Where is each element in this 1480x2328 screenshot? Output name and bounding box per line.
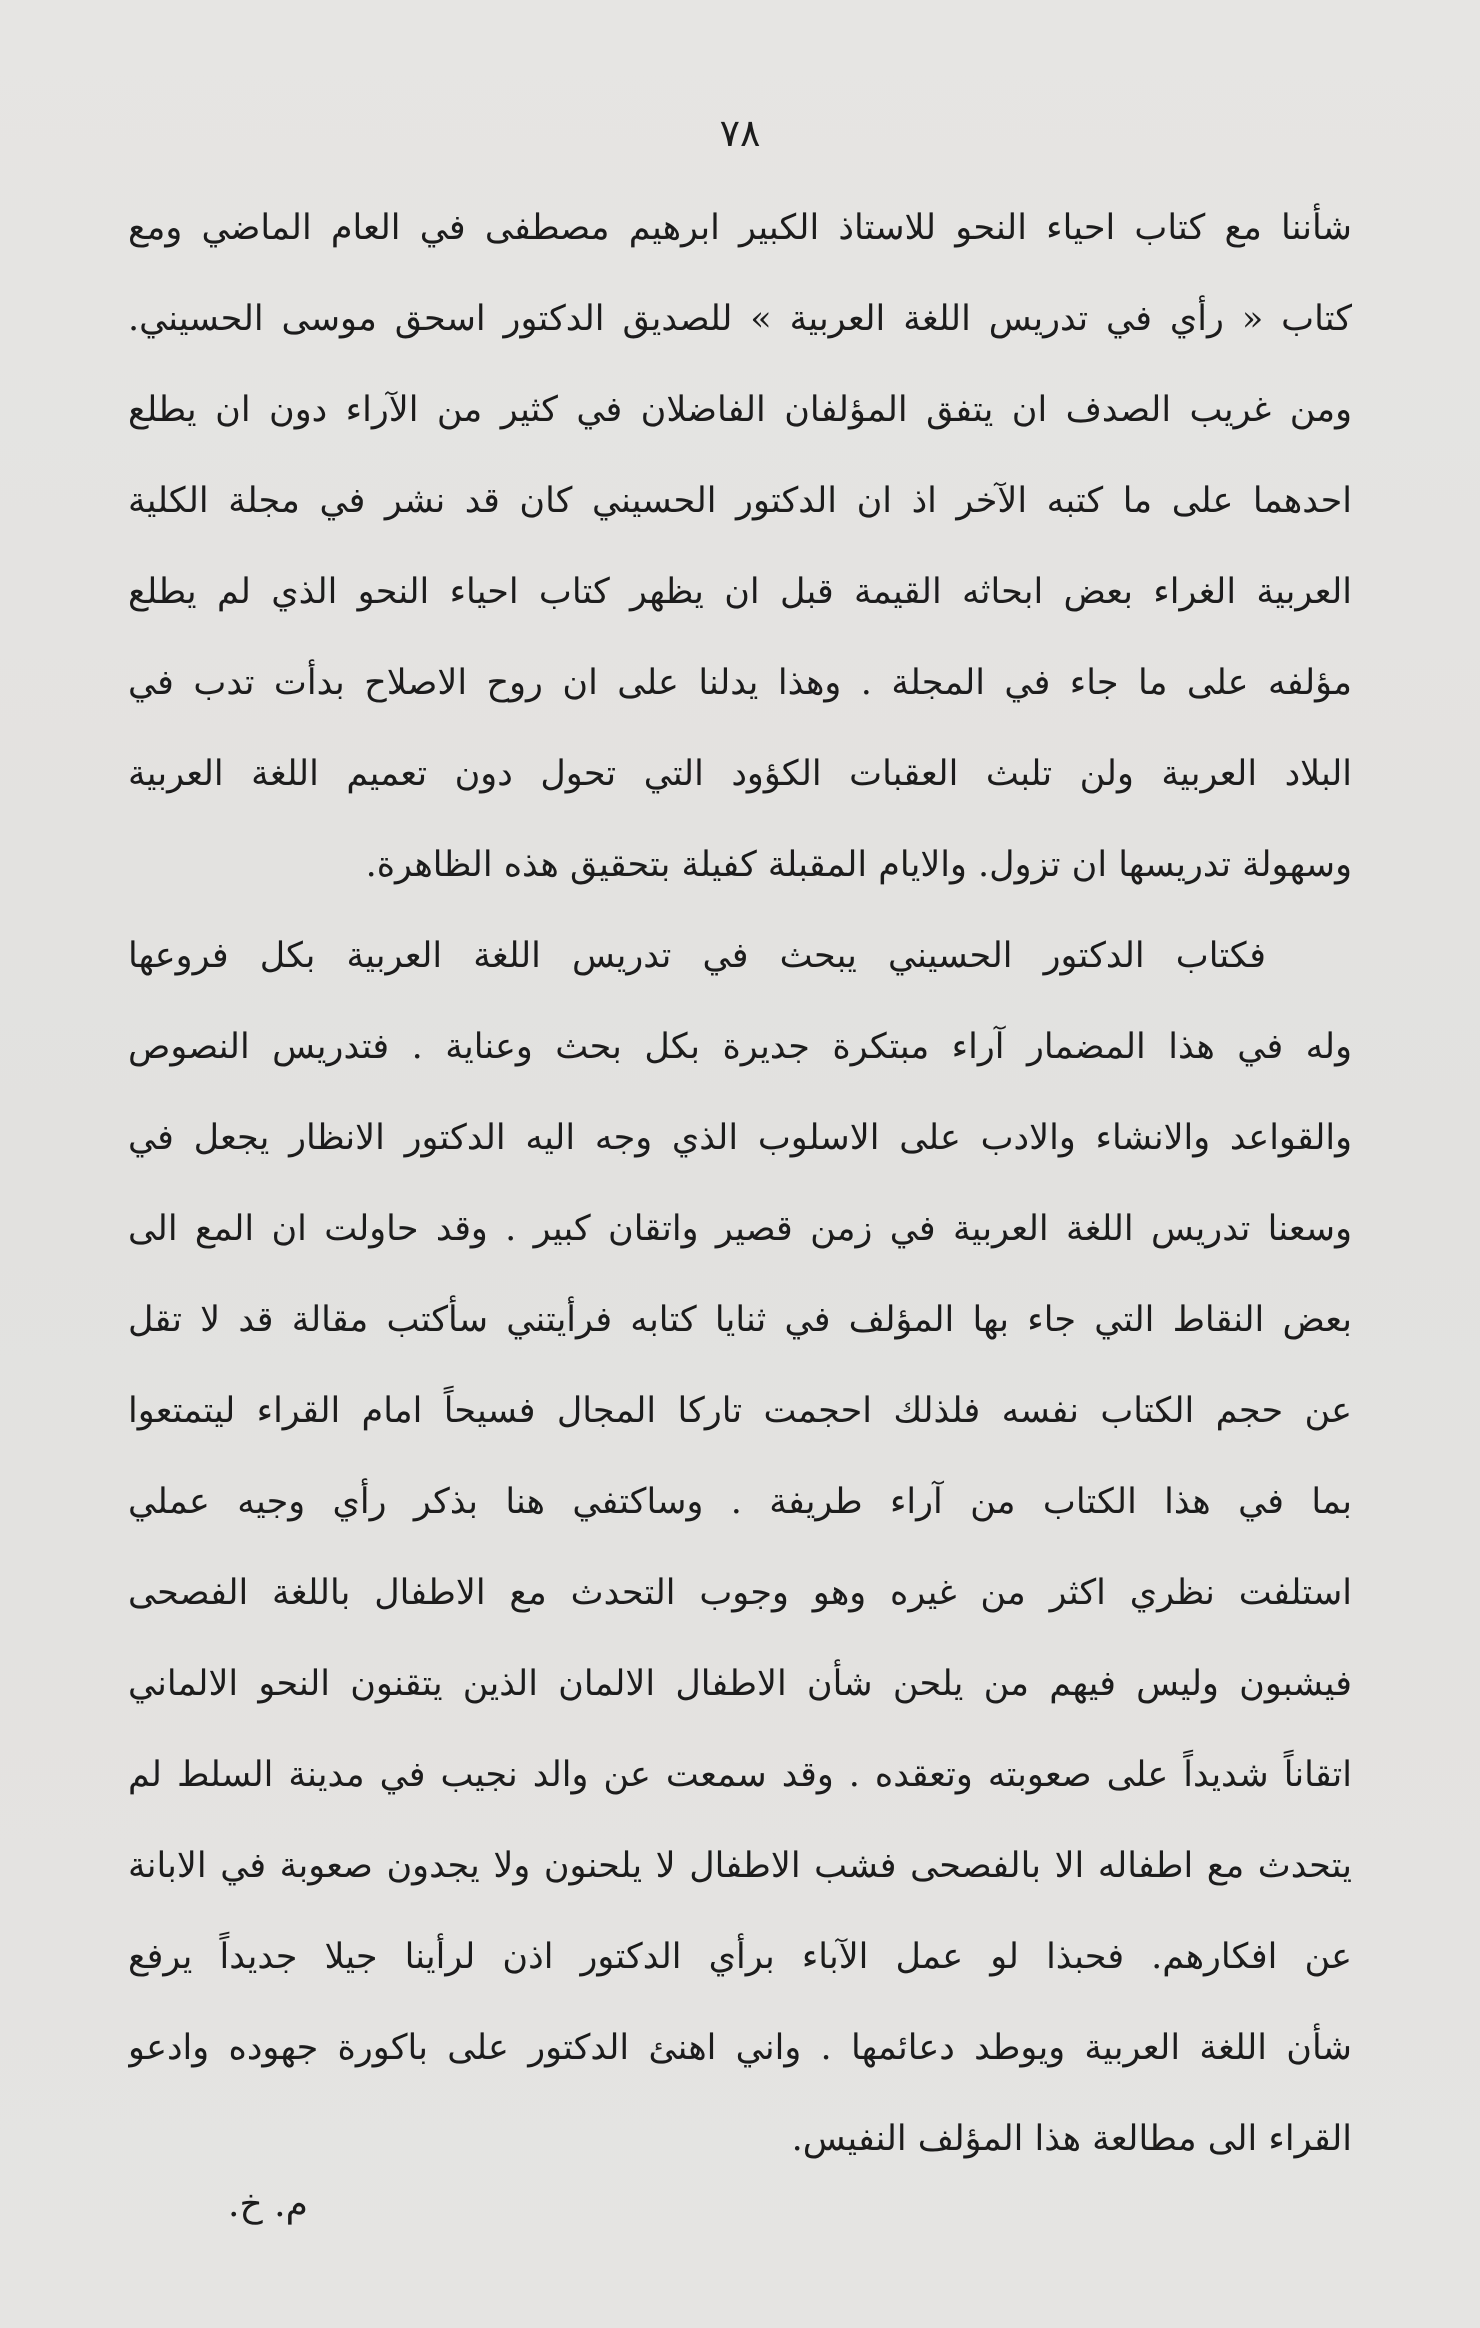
text-line: والقواعد والانشاء والادب على الاسلوب الذي وجه اليه الدكتور الانظار يجعل في — [128, 1118, 1352, 1158]
text-line: كتاب « رأي في تدريس اللغة العربية » للصديق الدكتور اسحق موسى الحسيني. — [128, 299, 1352, 339]
text-line: بما في هذا الكتاب من آراء طريفة . وساكتفي هنا بذكر رأي وجيه عملي — [128, 1482, 1352, 1522]
text-line: احدهما على ما كتبه الآخر اذ ان الدكتور الحسيني كان قد نشر في مجلة الكلية — [128, 481, 1352, 521]
text-line: عن افكارهم. فحبذا لو عمل الآباء برأي الدكتور اذن لرأينا جيلا جديداً يرفع — [128, 1937, 1352, 1977]
text-line: وسعنا تدريس اللغة العربية في زمن قصير واتقان كبير . وقد حاولت ان المع الى — [128, 1209, 1352, 1249]
text-line: ومن غريب الصدف ان يتفق المؤلفان الفاضلان في كثير من الآراء دون ان يطلع — [128, 390, 1352, 430]
text-line: استلفت نظري اكثر من غيره وهو وجوب التحدث مع الاطفال باللغة الفصحى — [128, 1573, 1352, 1613]
text-line: وله في هذا المضمار آراء مبتكرة جديرة بكل بحث وعناية . فتدريس النصوص — [128, 1027, 1352, 1067]
text-line: مؤلفه على ما جاء في المجلة . وهذا يدلنا على ان روح الاصلاح بدأت تدب في — [128, 663, 1352, 703]
text-line: بعض النقاط التي جاء بها المؤلف في ثنايا كتابه فرأيتني سأكتب مقالة قد لا تقل — [128, 1300, 1352, 1340]
text-line: العربية الغراء بعض ابحاثه القيمة قبل ان يظهر كتاب احياء النحو الذي لم يطلع — [128, 572, 1352, 612]
text-line: القراء الى مطالعة هذا المؤلف النفيس. — [791, 2119, 1352, 2159]
page-number: ٧٨ — [719, 111, 761, 155]
text-line: وسهولة تدريسها ان تزول. والايام المقبلة كفيلة بتحقيق هذه الظاهرة. — [365, 845, 1352, 885]
text-line: عن حجم الكتاب نفسه فلذلك احجمت تاركا المجال فسيحاً امام القراء ليتمتعوا — [128, 1391, 1352, 1431]
article-body — [128, 183, 1352, 2185]
text-line: البلاد العربية ولن تلبث العقبات الكؤود التي تحول دون تعميم اللغة العربية — [128, 754, 1352, 794]
text-line: اتقاناً شديداً على صعوبته وتعقده . وقد سمعت عن والد نجيب في مدينة السلط لم — [128, 1755, 1352, 1795]
text-line: فيشبون وليس فيهم من يلحن شأن الاطفال الالمان الذين يتقنون النحو الالماني — [128, 1664, 1352, 1704]
text-line: فكتاب الدكتور الحسيني يبحث في تدريس اللغة العربية بكل فروعها — [128, 936, 1266, 976]
text-line: شأننا مع كتاب احياء النحو للاستاذ الكبير ابرهيم مصطفى في العام الماضي ومع — [128, 208, 1352, 248]
text-line: يتحدث مع اطفاله الا بالفصحى فشب الاطفال لا يلحنون ولا يجدون صعوبة في الابانة — [128, 1846, 1352, 1886]
text-line: شأن اللغة العربية ويوطد دعائمها . واني اهنئ الدكتور على باكورة جهوده وادعو — [128, 2028, 1352, 2068]
author-initials: م. خ. — [228, 2184, 308, 2225]
